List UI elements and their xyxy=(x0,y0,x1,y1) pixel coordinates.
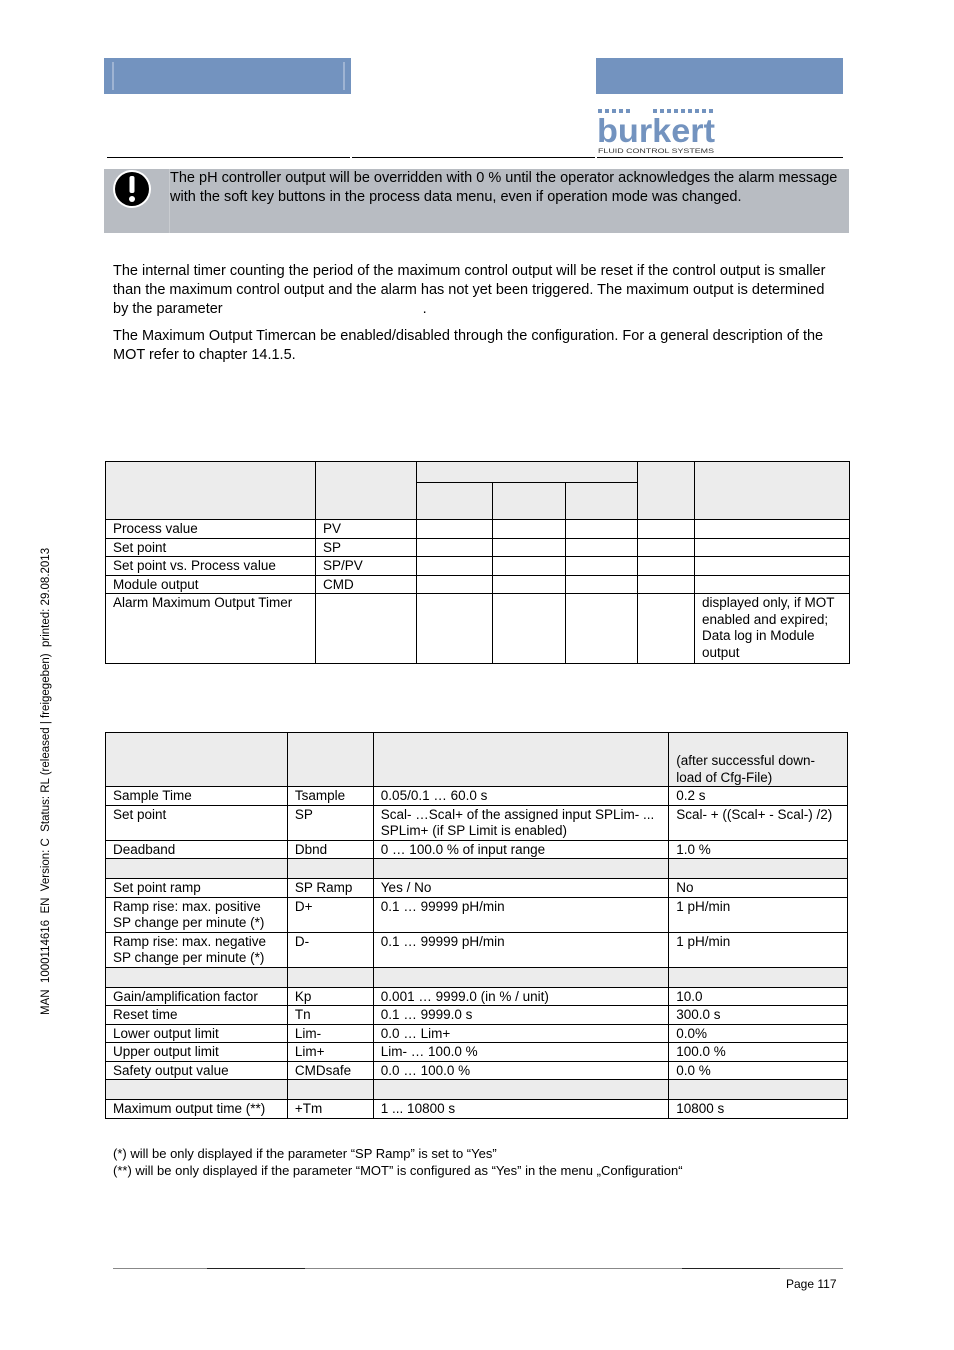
table2-symbol-cell: Lim- xyxy=(287,1024,373,1043)
table-row xyxy=(106,1006,848,1025)
table1-header-cell xyxy=(566,483,638,520)
table2-name-cell: Ramp rise: max. positive SP change per minute (*) xyxy=(106,897,288,932)
table2-name-cell: Deadband xyxy=(106,840,288,859)
table2-range-cell: 0.0 … 100.0 % xyxy=(373,1061,668,1080)
table-row xyxy=(106,932,848,967)
table2-range-cell: 0 … 100.0 % of input range xyxy=(373,840,668,859)
table1-note-cell: displayed only, if MOT enabled and expired; Data log in Module output xyxy=(695,594,850,664)
header-bar-left-highlight xyxy=(112,62,114,90)
table-row xyxy=(106,520,850,539)
table1-symbol-cell xyxy=(316,594,417,664)
table1-header-cell xyxy=(638,462,695,520)
table1-symbol-cell: SP xyxy=(316,538,417,557)
table2-default-cell: 1.0 % xyxy=(669,840,848,859)
footnote-mot: (**) will be only displayed if the parameter “MOT” is configured as “Yes” in the menu „Configuration“ xyxy=(113,1163,683,1178)
header-rule-mid xyxy=(352,157,595,158)
table2-header-cell xyxy=(373,733,668,787)
table-row xyxy=(106,594,850,664)
table1-header-cell xyxy=(106,462,316,520)
process-data-table xyxy=(105,461,850,664)
table-row xyxy=(106,1024,848,1043)
table2-default-cell: 1 pH/min xyxy=(669,932,848,967)
table1-symbol-cell: CMD xyxy=(316,575,417,594)
table1-symbol-cell: SP/PV xyxy=(316,557,417,576)
paragraph-timer-reset xyxy=(113,262,843,319)
table-row xyxy=(106,538,850,557)
table2-range-cell: Lim- … 100.0 % xyxy=(373,1043,668,1062)
table-row xyxy=(106,1043,848,1062)
table-row xyxy=(106,879,848,898)
table1-header-cell xyxy=(695,462,850,520)
svg-text:burkert: burkert xyxy=(597,112,716,149)
table2-name-cell: Maximum output time (**) xyxy=(106,1100,288,1119)
svg-text:FLUID CONTROL SYSTEMS: FLUID CONTROL SYSTEMS xyxy=(598,148,715,155)
header-rule-right xyxy=(597,157,843,158)
table1-symbol-cell: PV xyxy=(316,520,417,539)
table2-name-cell: Gain/amplification factor xyxy=(106,987,288,1006)
table2-symbol-cell: Tn xyxy=(287,1006,373,1025)
table2-name-cell: Lower output limit xyxy=(106,1024,288,1043)
paragraph-end-period: . xyxy=(422,301,427,317)
table2-default-cell: No xyxy=(669,879,848,898)
table1-header-cell xyxy=(417,483,493,520)
table2-symbol-cell: Tsample xyxy=(287,787,373,806)
table2-range-cell: 0.1 … 9999.0 s xyxy=(373,1006,668,1025)
table1-header-cell xyxy=(493,483,566,520)
document-status-text: MAN 1000114616 EN Version: C Status: RL (released | freigegeben) printed: 29.08.2013 xyxy=(40,547,52,1015)
table-row xyxy=(106,575,850,594)
table2-name-cell: Safety output value xyxy=(106,1061,288,1080)
footer-rule-accent-left xyxy=(207,1268,305,1269)
table2-symbol-cell: Kp xyxy=(287,987,373,1006)
table2-header-cell xyxy=(287,733,373,787)
table2-range-cell: 0.001 … 9999.0 (in % / unit) xyxy=(373,987,668,1006)
table1-name-cell: Set point vs. Process value xyxy=(106,557,316,576)
table1-name-cell: Alarm Maximum Output Timer xyxy=(106,594,316,664)
table1-name-cell: Process value xyxy=(106,520,316,539)
table2-symbol-cell: D- xyxy=(287,932,373,967)
header-bar-left-highlight-2 xyxy=(343,62,345,90)
footer-rule-accent-right xyxy=(682,1268,780,1269)
table-row xyxy=(106,897,848,932)
table2-name-cell: Set point xyxy=(106,805,288,840)
table1-note-cell xyxy=(695,538,850,557)
table-row xyxy=(106,1100,848,1119)
table2-range-cell: Scal- …Scal+ of the assigned input SPLim- ... SPLim+ (if SP Limit is enabled) xyxy=(373,805,668,840)
table2-symbol-cell: Dbnd xyxy=(287,840,373,859)
note-text: The pH controller output will be overridden with 0 % until the operator acknowledges the alarm message with the soft key buttons in the process data menu, even if operation mode was changed. xyxy=(170,170,838,205)
table1-note-cell xyxy=(695,557,850,576)
table2-range-cell: 0.0 … Lim+ xyxy=(373,1024,668,1043)
header-rule-left xyxy=(107,157,350,158)
table2-symbol-cell: D+ xyxy=(287,897,373,932)
table2-range-cell: 0.1 … 99999 pH/min xyxy=(373,897,668,932)
table2-range-cell: 1 ... 10800 s xyxy=(373,1100,668,1119)
exclamation-icon xyxy=(112,169,152,209)
table2-default-cell: 10.0 xyxy=(669,987,848,1006)
table-row xyxy=(106,987,848,1006)
table2-default-cell: 10800 s xyxy=(669,1100,848,1119)
table2-name-cell: Sample Time xyxy=(106,787,288,806)
table2-symbol-cell: Lim+ xyxy=(287,1043,373,1062)
table1-note-cell xyxy=(695,575,850,594)
page-number: Page 117 xyxy=(786,1277,837,1291)
warning-note xyxy=(104,169,849,233)
table-section-row xyxy=(106,859,848,879)
table2-header-default: (after successful down-load of Cfg-File) xyxy=(669,733,848,787)
table1-note-cell xyxy=(695,520,850,539)
table1-name-cell: Set point xyxy=(106,538,316,557)
table-section-row xyxy=(106,1080,848,1100)
footnote-sp-ramp: (*) will be only displayed if the parameter “SP Ramp” is set to “Yes” xyxy=(113,1146,497,1161)
table2-default-cell: 1 pH/min xyxy=(669,897,848,932)
table2-default-cell: 0.0% xyxy=(669,1024,848,1043)
table2-name-cell: Ramp rise: max. negative SP change per minute (*) xyxy=(106,932,288,967)
table2-range-cell: 0.05/0.1 … 60.0 s xyxy=(373,787,668,806)
table2-symbol-cell: SP Ramp xyxy=(287,879,373,898)
table2-symbol-cell: +Tm xyxy=(287,1100,373,1119)
table1-header-cell xyxy=(417,462,638,483)
table-row xyxy=(106,1061,848,1080)
table-row xyxy=(106,805,848,840)
parameter-table xyxy=(105,732,848,1119)
table2-default-cell: 0.2 s xyxy=(669,787,848,806)
table2-name-cell: Reset time xyxy=(106,1006,288,1025)
table2-range-cell: Yes / No xyxy=(373,879,668,898)
table-row xyxy=(106,787,848,806)
table2-default-cell: Scal- + ((Scal+ - Scal-) /2) xyxy=(669,805,848,840)
paragraph-timer-reset-text: The internal timer counting the period of the maximum control output will be reset if the control output is smaller than the maximum control output and the alarm has not yet been triggered. The maximum output is determined by the parameter xyxy=(113,263,826,317)
table2-symbol-cell: SP xyxy=(287,805,373,840)
header-bar-left xyxy=(104,58,351,94)
table2-default-cell: 100.0 % xyxy=(669,1043,848,1062)
table1-header-cell xyxy=(316,462,417,520)
table2-name-cell: Set point ramp xyxy=(106,879,288,898)
table2-default-cell: 0.0 % xyxy=(669,1061,848,1080)
table-section-row xyxy=(106,967,848,987)
table2-symbol-cell: CMDsafe xyxy=(287,1061,373,1080)
table2-header-cell xyxy=(106,733,288,787)
table2-name-cell: Upper output limit xyxy=(106,1043,288,1062)
table-row xyxy=(106,557,850,576)
table2-range-cell: 0.1 … 99999 pH/min xyxy=(373,932,668,967)
table-row xyxy=(106,840,848,859)
table1-name-cell: Module output xyxy=(106,575,316,594)
burkert-logo xyxy=(597,106,717,156)
paragraph-mot-config: The Maximum Output Timercan be enabled/disabled through the configuration. For a general description of the MOT refer to chapter 14.1.5. xyxy=(113,328,824,363)
table2-default-cell: 300.0 s xyxy=(669,1006,848,1025)
header-bar-right xyxy=(596,58,843,94)
